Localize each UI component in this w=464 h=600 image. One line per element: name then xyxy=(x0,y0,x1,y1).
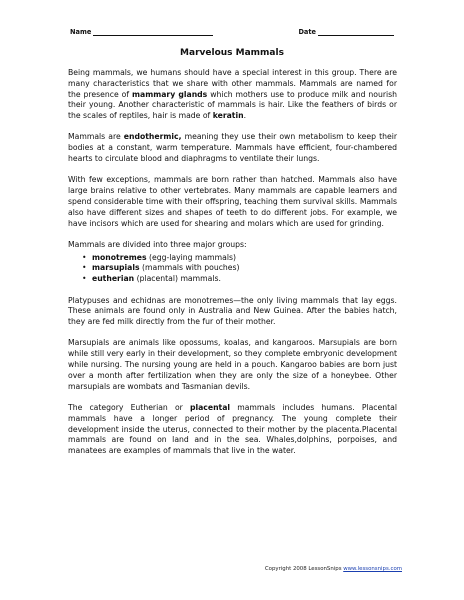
paragraph-monotremes: Platypuses and echidnas are monotremes—the only living mammals that lay eggs. These animals are found only in Australia and New Guinea. After the babies hatch, they are fed milk directly from the fur of their mother. xyxy=(68,295,397,327)
paragraph-marsupials: Marsupials are animals like opossums, koalas, and kangaroos. Marsupials are born while still very early in their development, so they complete embryonic development while nursing. The nursing young are held in a pouch. Kangaroo babies are born just over a month after fertilization when they are only the size of a honeybee. Other marsupials are wombats and Tasmanian devils. xyxy=(68,338,397,391)
term-eutherian: eutherian xyxy=(92,274,135,284)
name-label: Name xyxy=(70,28,92,36)
term-endothermic: endothermic, xyxy=(123,132,182,142)
term-marsupials: marsupials xyxy=(92,263,140,273)
list-item: • monotremes (egg-laying mammals) xyxy=(82,253,397,264)
footer-copyright: Copyright 2008 LessonSnips www.lessonsnips.com xyxy=(264,566,402,572)
paragraph-birth: With few exceptions, mammals are born rather than hatched. Mammals also have large brains relative to other vertebrates. Many mammals are capable learners and spend considerable time with their offspring, teaching them survival skills. Mammals also have different sizes and shapes of teeth to do different jobs. For example, we have incisors which are used for shearing and molars which are used for grinding. xyxy=(68,175,397,228)
name-line xyxy=(93,28,213,36)
date-label: Date xyxy=(298,28,316,36)
mammal-groups-list xyxy=(68,253,397,285)
term-placental: placental xyxy=(189,402,231,412)
name-field[interactable] xyxy=(70,28,213,36)
footer-link[interactable]: www.lessonsnips.com xyxy=(343,566,402,572)
page-title: Marvelous Mammals xyxy=(180,48,284,58)
list-item: • eutherian (placental) mammals. xyxy=(82,274,397,285)
paragraph-endothermic: Mammals are endothermic, meaning they use their own metabolism to keep their bodies at a constant, warm temperature. Mammals have efficient, four-chambered hearts to circulate blood and diaphragms to ventilate their lungs. xyxy=(68,132,397,164)
header-row xyxy=(70,28,394,36)
date-line xyxy=(318,28,394,36)
list-item: • marsupials (mammals with pouches) xyxy=(82,263,397,274)
paragraph-intro: Being mammals, we humans should have a special interest in this group. There are many characteristics that we share with other mammals. Mammals are named for the presence of mammary glands which mothers use to produce milk and nourish their young. Another characteristic of mammals is hair. Like the feathers of birds or the scales of reptiles, hair is made of keratin. xyxy=(68,68,398,121)
date-field[interactable] xyxy=(298,28,394,36)
term-keratin: keratin xyxy=(212,111,244,121)
paragraph-placental: The category Eutherian or placental mammals includes humans. Placental mammals have a longer period of pregnancy. The young complete their development inside the uterus, connected to their mother by the placenta.Placental mammals are found on land and in the sea. Whales,dolphins, porpoises, and manatees are examples of mammals that live in the water. xyxy=(68,402,397,456)
article-body xyxy=(68,68,397,467)
term-monotremes: monotremes xyxy=(92,252,147,262)
paragraph-groups-intro: Mammals are divided into three major groups: xyxy=(68,239,247,249)
term-mammary-glands: mammary glands xyxy=(132,89,208,99)
